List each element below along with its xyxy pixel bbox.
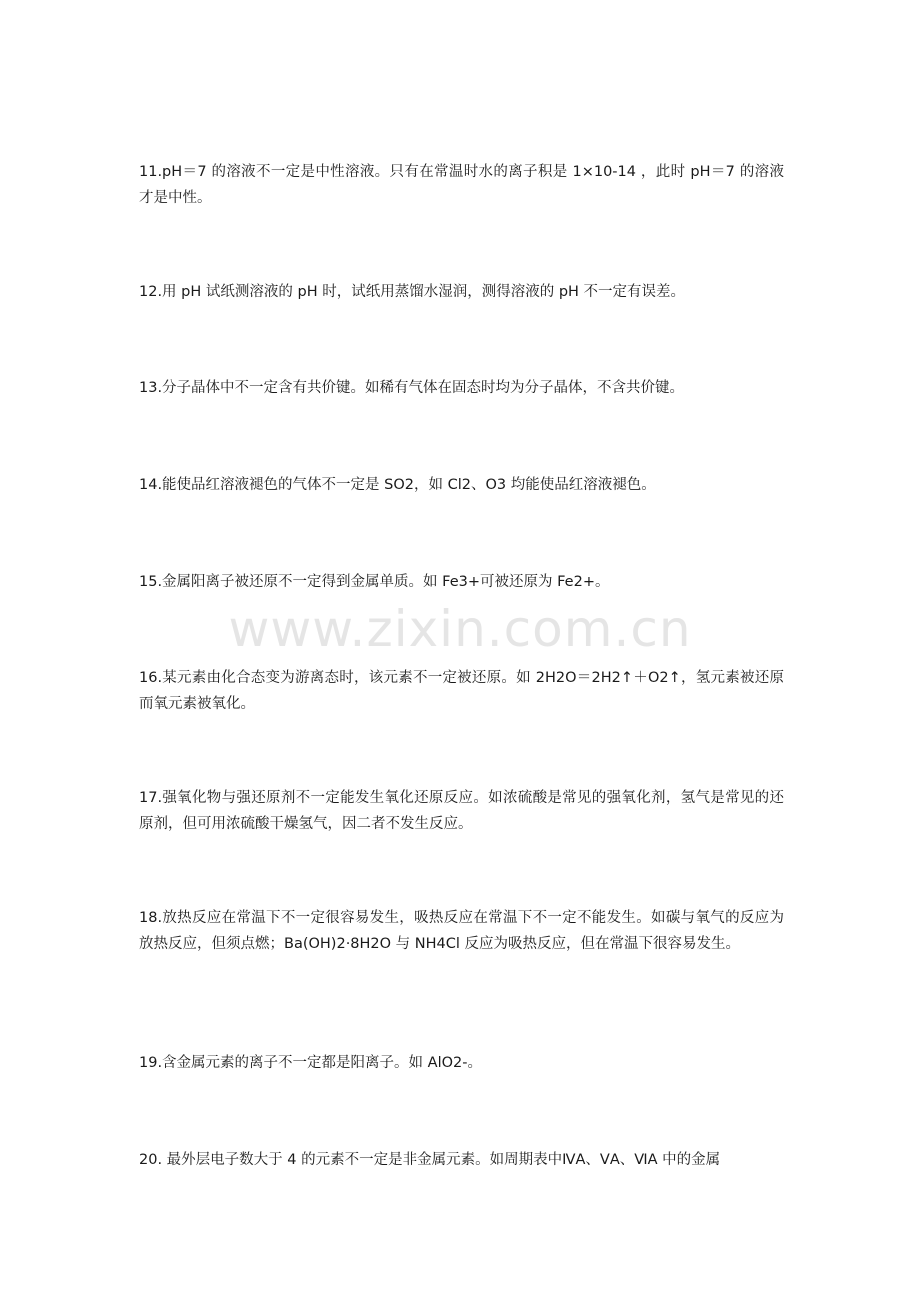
paragraph-12: 12.用 pH 试纸测溶液的 pH 时，试纸用蒸馏水湿润，测得溶液的 pH 不一定有误差。: [139, 284, 686, 300]
paragraph-16: 16.某元素由化合态变为游离态时，该元素不一定被还原。如 2H2O＝2H2↑＋O2↑，氢元素被还原而氧元素被氧化。: [139, 670, 784, 712]
watermark: www.zixin.com.cn: [228, 600, 692, 658]
paragraph-14: 14.能使品红溶液褪色的气体不一定是 SO2，如 Cl2、O3 均能使品红溶液褪色。: [139, 477, 656, 493]
paragraph-11: 11.pH＝7 的溶液不一定是中性溶液。只有在常温时水的离子积是 1×10-14 ，此时 pH＝7 的溶液才是中性。: [139, 164, 784, 206]
paragraph-19: 19.含金属元素的离子不一定都是阳离子。如 AlO2-。: [139, 1055, 482, 1071]
paragraph-17: 17.强氧化物与强还原剂不一定能发生氧化还原反应。如浓硫酸是常见的强氧化剂，氢气是常见的还原剂，但可用浓硫酸干燥氢气，因二者不发生反应。: [139, 790, 784, 832]
paragraph-15: 15.金属阳离子被还原不一定得到金属单质。如 Fe3+可被还原为 Fe2+。: [139, 574, 610, 590]
paragraph-13: 13.分子晶体中不一定含有共价键。如稀有气体在固态时均为分子晶体，不含共价键。: [139, 380, 685, 396]
paragraph-18: 18.放热反应在常温下不一定很容易发生，吸热反应在常温下不一定不能发生。如碳与氧气的反应为放热反应，但须点燃；Ba(OH)2·8H2O 与 NH4Cl 反应为吸热反应，但在常温下很容易发生。: [139, 910, 784, 952]
paragraph-20: 20. 最外层电子数大于 4 的元素不一定是非金属元素。如周期表中ⅣA、ⅤA、ⅥA 中的金属: [139, 1152, 721, 1168]
